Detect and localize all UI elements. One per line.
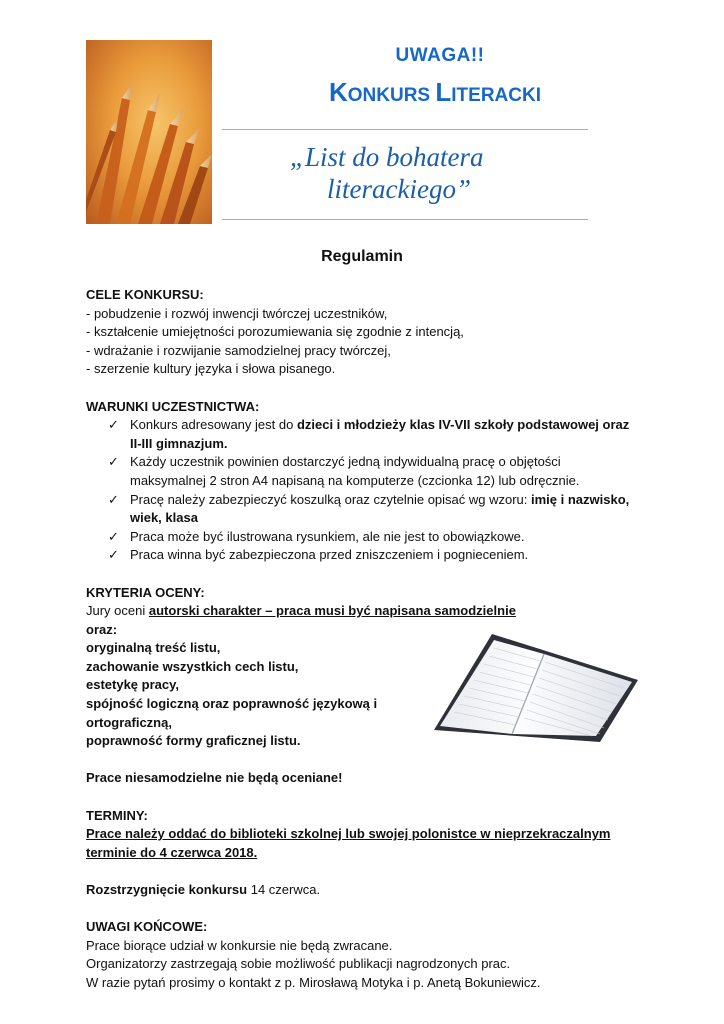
pencils-image <box>86 40 212 224</box>
check-icon: ✓ <box>108 417 119 433</box>
alert-heading: UWAGA!! <box>395 45 485 66</box>
conditions-heading: WARUNKI UCZESTNICTWA: <box>86 398 260 414</box>
criteria-item: oryginalną treść listu, <box>86 640 221 656</box>
check-icon: ✓ <box>108 528 119 544</box>
result-date: Rozstrzygnięcie konkursu 14 czerwca. <box>86 882 321 897</box>
criteria-item: poprawność formy graficznej listu. <box>86 733 301 749</box>
criteria-note: Prace niesamodzielne nie będą oceniane! <box>86 770 343 786</box>
goals-heading: CELE KONKURSU: <box>86 287 204 302</box>
deadlines-heading: TERMINY: <box>86 807 148 823</box>
final-line: Prace biorące udział w konkursie nie będą zwracane. <box>86 937 393 953</box>
goal-item: - pobudzenie i rozwój inwencji twórczej uczestników, <box>86 305 388 321</box>
list-item: ✓ Pracę należy zabezpieczyć koszulką oraz czytelnie opisać wg wzoru: imię i nazwisko, wiek, klasa <box>108 491 630 526</box>
section-title: Regulamin <box>321 248 403 265</box>
deadline-line: Prace należy oddać do biblioteki szkolnej lub swojej polonistce w nieprzekraczalnym <box>86 826 611 842</box>
deadline-line: terminie do 4 czerwca 2018. <box>86 844 258 860</box>
list-item: ✓ Konkurs adresowany jest do dzieci i młodzieży klas IV-VII szkoły podstawowej oraz II-III gimnazjum. <box>108 417 630 451</box>
criteria-item: estetykę pracy, <box>86 677 179 693</box>
criteria-heading: KRYTERIA OCENY: <box>86 584 205 600</box>
criteria-item: zachowanie wszystkich cech listu, <box>86 658 299 674</box>
final-line: W razie pytań prosimy o kontakt z p. Mirosławą Motyka i p. Anetą Bokuniewicz. <box>86 974 541 990</box>
list-item: ✓ Praca winna być zabezpieczona przed zniszczeniem i pognieceniem. <box>108 546 646 565</box>
check-icon: ✓ <box>108 491 119 507</box>
open-book-image <box>432 630 642 742</box>
final-line: Organizatorzy zastrzegają sobie możliwość publikacji nagrodzonych prac. <box>86 956 511 972</box>
criteria-item: ortograficzną, <box>86 714 172 730</box>
criteria-item: spójność logiczną oraz poprawność językową i <box>86 696 378 712</box>
check-icon: ✓ <box>108 454 119 470</box>
contest-title: KONKURS LITERACKI <box>328 77 542 107</box>
goal-item: - szerzenie kultury języka i słowa pisanego. <box>86 361 336 377</box>
conditions-list <box>86 416 646 565</box>
check-icon: ✓ <box>108 547 119 563</box>
divider-top <box>222 129 588 130</box>
criteria-intro: Jury oceni autorski charakter – praca musi być napisana samodzielnie <box>86 603 516 619</box>
contest-subtitle: „List do bohatera literackiego” <box>290 142 484 204</box>
goal-item: - kształcenie umiejętności porozumiewania się zgodnie z intencją, <box>86 324 464 340</box>
final-heading: UWAGI KOŃCOWE: <box>86 919 208 935</box>
criteria-oraz: oraz: <box>86 621 118 637</box>
list-item: ✓ Praca może być ilustrowana rysunkiem, ale nie jest to obowiązkowe. <box>108 528 646 547</box>
goal-item: - wdrażanie i rozwijanie samodzielnej pracy twórczej, <box>86 342 391 358</box>
list-item: ✓ Każdy uczestnik powinien dostarczyć jedną indywidualną pracę o objętości maksymalnej 2 stron A4 napisaną na komputerze (czcionka 12) lub odręcznie. <box>108 454 580 488</box>
divider-bottom <box>222 219 588 220</box>
